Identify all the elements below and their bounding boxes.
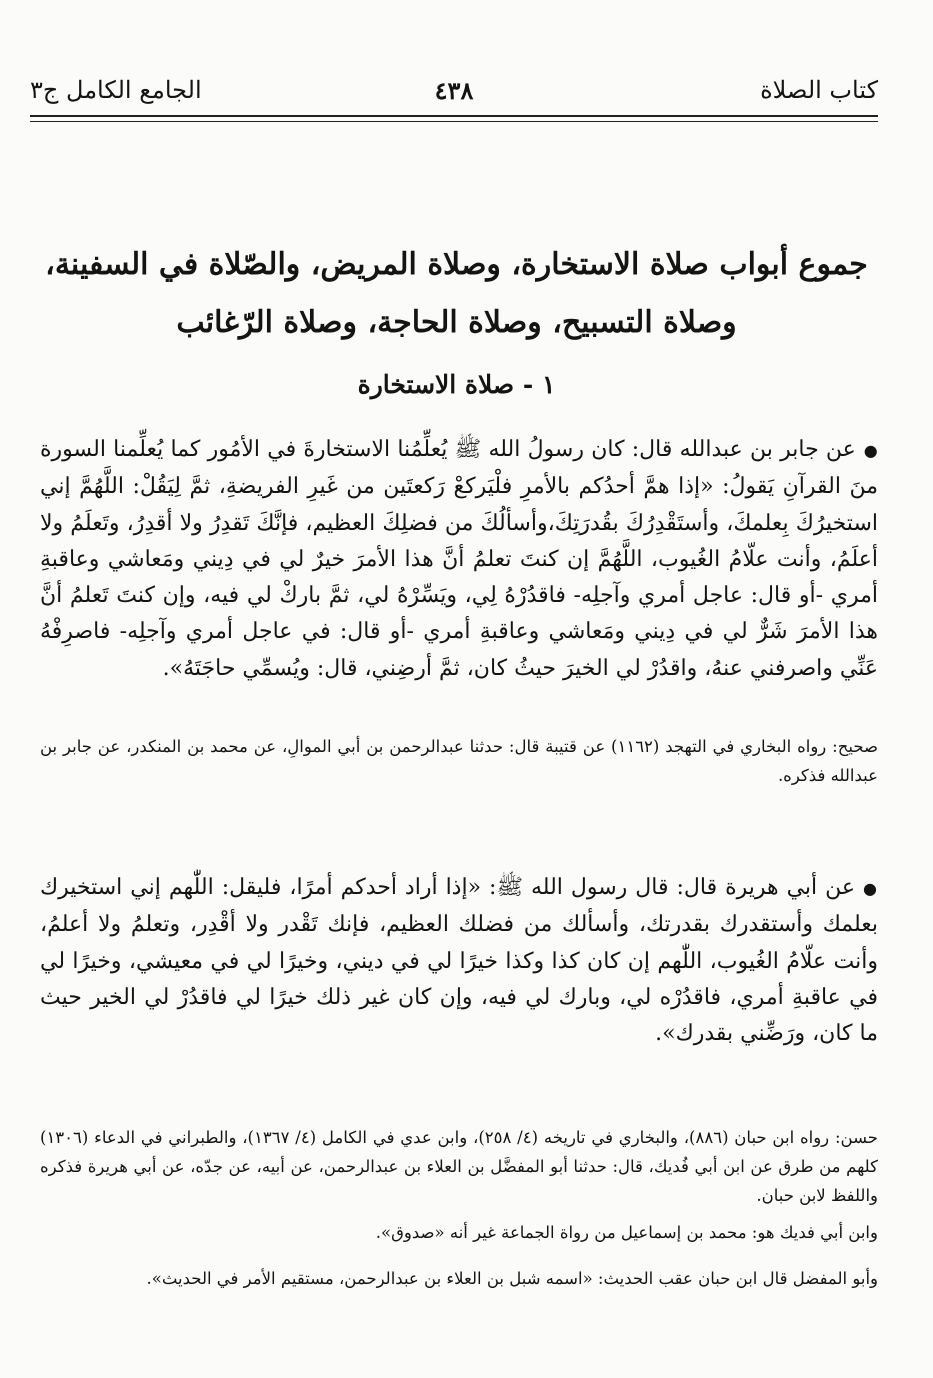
header-rule-thin [30,121,878,122]
book-title-label: الجامع الكامل ج٣ [30,76,202,104]
takhrij-note-2: حسن: رواه ابن حبان (٨٨٦)، والبخاري في تاريخه (٤/ ٢٥٨)، وابن عدي في الكامل (٤/ ١٣٦٧)، والطبراني في الدعاء (١٣٠٦) كلهم من طرق عن ابن أبي فُديك، قال: حدثنا أبو المفضَّل بن العلاء بن عبدالرحمن، عن أبيه، عن جدّه، عن أبي هريرة فذكره واللفظ لابن حبان. [40,1128,878,1205]
page-number: ٤٣٨ [434,76,474,105]
header-rule-thick [30,115,878,117]
hadith-paragraph-2 [40,870,878,1052]
page-header [30,70,878,110]
hadith-text-2: عن أبي هريرة قال: قال رسول الله ﷺ: «إذا أراد أحدكم أمرًا، فليقل: اللّٰهم إني استخيرك بعلمك وأستقدرك بقدرتك، وأسألك من فضلك العظيم، فإنك تَقْدر ولا أقْدِر، وتعلمُ ولا أعلمُ، وأنت علّامُ الغُيوب، اللّٰهم إن كان كذا وكذا خيرًا لي في ديني، وخيرًا لي في معيشي، وخيرًا لي في عاقبةِ أمري، فاقدُرْه لي، وبارك لي فيه، وإن كان غير ذلك خيرًا لي فاقدُرْ لي الخير حيث ما كان، ورَضِّني بقدرك». [40,875,878,1047]
narrator-note-1: وابن أبي فديك هو: محمد بن إسماعيل من رواة الجماعة غير أنه «صدوق». [375,1223,878,1242]
chapter-title: جموع أبواب صلاة الاستخارة، وصلاة المريض، والصّلاة في السفينة، وصلاة التسبيح، وصلاة الحاجة، وصلاة الرّغائب [45,247,868,340]
bullet-icon: ● [863,441,878,460]
hadith-text-1: عن جابر بن عبدالله قال: كان رسولُ الله ﷺ يُعلِّمُنا الاستخارةَ في الأمُور كما يُعلِّمنا السورة منَ القرآنِ يَقولُ: «إذا همَّ أحدُكم بالأمرِ فلْيَركعْ رَكعتَين من غَيرِ الفريضةِ، ثمَّ لِيَقُلْ: اللَّهُمَّ إني استخيرُكَ بِعلمكَ، وأستَقْدِرُكَ بقُدرَتِكَ،وأسألُكَ من فضلِكَ العظيم، فإنَّكَ تَقدِرُ ولا أقدِرُ، وتَعلَمُ ولا أعلَمُ، وأنت علّامُ الغُيوب، اللَّهُمَّ إن كنتَ تعلمُ أنَّ هذا الأمرَ خيرٌ لي في دِيني ومَعاشي وعاقبةِ أمري -أو قال: عاجل أمري وآجلِه- فاقدُرْهُ لِي، ويَسِّرْهُ لي، ثمَّ باركْ لي فيه، وإن كنتَ تَعلمُ أنَّ هذا الأمرَ شَرٌّ لي في دِيني ومَعاشي وعاقبةِ أمري -أو قال: في عاجل أمري وآجلِه- فاصرِفْهُ عَنِّي واصرفني عنهُ، واقدُرْ لي الخيرَ حيثُ كان، ثمَّ أرضِني، قال: ويُسمِّي حاجَتَهُ». [40,437,878,681]
bullet-icon: ● [863,879,879,898]
book-section-label: كتاب الصلاة [760,76,878,104]
section-heading: ١ - صلاة الاستخارة [357,370,556,399]
narrator-note-2: وأبو المفضل قال ابن حبان عقب الحديث: «اسمه شبل بن العلاء بن عبدالرحمن، مستقيم الأمر في الحديث». [146,1269,878,1288]
takhrij-note-1: صحيح: رواه البخاري في التهجد (١١٦٢) عن قتيبة قال: حدثنا عبدالرحمن بن أبي الموالِ، عن محمد بن المنكدر، عن جابر بن عبدالله فذكره. [40,737,878,785]
hadith-paragraph-1 [40,432,878,687]
